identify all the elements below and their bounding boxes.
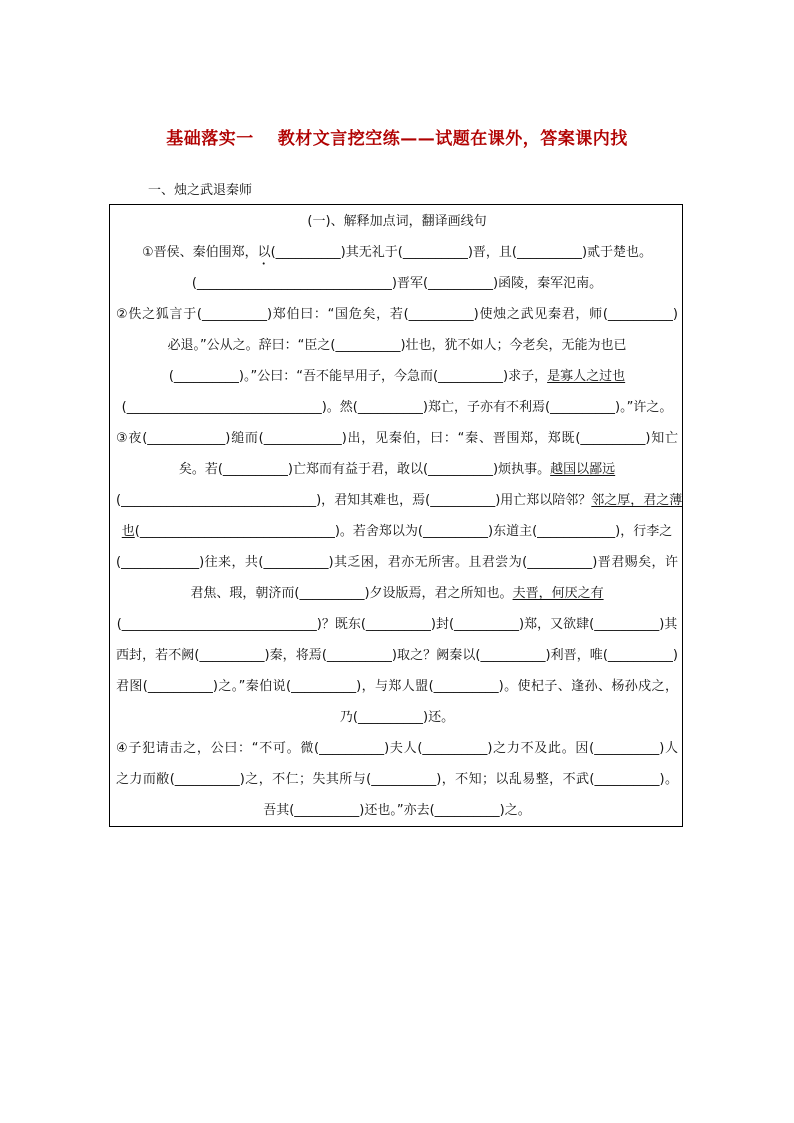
line-segment: (______________________________)。然(__________)郑亡，子亦有不利焉(__________)。”许之。 [121,400,673,415]
line-segment: (__________)其无礼于( [270,245,403,260]
underlined-sentence: 夫晋，何厌之有 [512,586,604,601]
text-line [116,431,678,447]
line-segment: (______________________________)？既东(__________)封(__________)郑，又欲肆(__________)其 [116,617,678,632]
line-segment: __________ [516,245,582,260]
line-segment: (____________)往来，共(__________)其乏困，君亦无所害。且君尝为(__________)晋君赐矣，许 [116,555,678,570]
exercise-heading: (一)、解释加点词，翻译画线句 [307,214,487,229]
text-line [116,493,683,509]
line-segment: ③夜(____________)缒而(____________)出，见秦伯，曰：“秦、晋围郑，郑既(__________)知亡 [116,431,678,446]
line-segment: 之力而敝(__________)之，不仁；失其所与(__________)，不知；以乱易整，不武(__________)。 [116,772,678,787]
underlined-sentence: 也 [121,524,135,539]
line-segment: (______________________________)。若舍郑以为(__________)东道主(____________)，行李之 [134,524,673,539]
section-heading: 一、烛之武退秦师 [148,183,253,198]
dotted-word: 以 [257,245,271,260]
text-line [116,307,678,323]
line-segment: 吾其(__________)还也。”亦去(__________)之。 [263,803,531,818]
line-segment: (______________________________)晋军(__________)函陵，秦军氾南。 [191,276,603,291]
line-segment: )晋，且( [467,245,517,260]
text-line [116,679,678,695]
text-line [116,369,678,385]
line-segment: ①晋侯、秦伯围郑， [141,245,258,260]
text-line [116,555,678,571]
text-line [116,648,678,664]
text-line [116,276,678,292]
line-segment: 矣。若(__________)亡郑而有益于君，敢以(__________)烦执事。 [178,462,551,477]
text-line [116,400,678,416]
page-title: 基础落实一 教材文言挖空练——试题在课外，答案课内找 [166,129,628,149]
text-line [116,617,678,633]
text-line [116,710,678,726]
text-line [116,772,678,788]
text-line [116,338,678,354]
line-segment: 必退。”公从之。辞曰：“臣之(__________)壮也，犹不如人；今老矣，无能为也已 [167,338,627,353]
text-line [116,462,678,478]
line-segment: )贰于楚也。 [581,245,653,260]
underlined-sentence: 邻之厚，君之薄 [591,493,683,508]
line-segment: ②佚之狐言于(__________)郑伯曰：“国危矣，若(__________)使烛之武见秦君，师(__________) [116,307,678,322]
underlined-sentence: 是寡人之过也 [547,369,626,384]
text-line [116,524,678,540]
exercise-box [109,204,683,827]
underlined-sentence: 越国以鄙远 [550,462,616,477]
line-segment: 西封，若不阙(__________)秦，将焉(__________)取之？阙秦以(__________)利晋，唯(__________) [116,648,678,663]
line-segment: 乃(__________)还。 [339,710,455,725]
line-segment: ④子犯请击之，公曰：“不可。微(__________)夫人(__________)之力不及此。因(__________)人 [116,741,678,756]
line-segment: (______________________________)，君知其难也，焉(__________)用亡郑以陪邻？ [116,493,592,508]
line-segment: 君焦、瑕，朝济而(__________)夕设版焉，君之所知也。 [190,586,513,601]
text-line [116,803,678,819]
line-segment: 君图(__________)之。”秦伯说(__________)，与郑人盟(__________)。使杞子、逢孙、杨孙戍之， [116,679,678,694]
line-segment: __________ [402,245,468,260]
text-line [116,245,678,268]
text-line [116,741,678,757]
line-segment: (__________)。”公曰：“吾不能早用子，今急而(__________)求子， [168,369,548,384]
text-line [116,586,678,602]
